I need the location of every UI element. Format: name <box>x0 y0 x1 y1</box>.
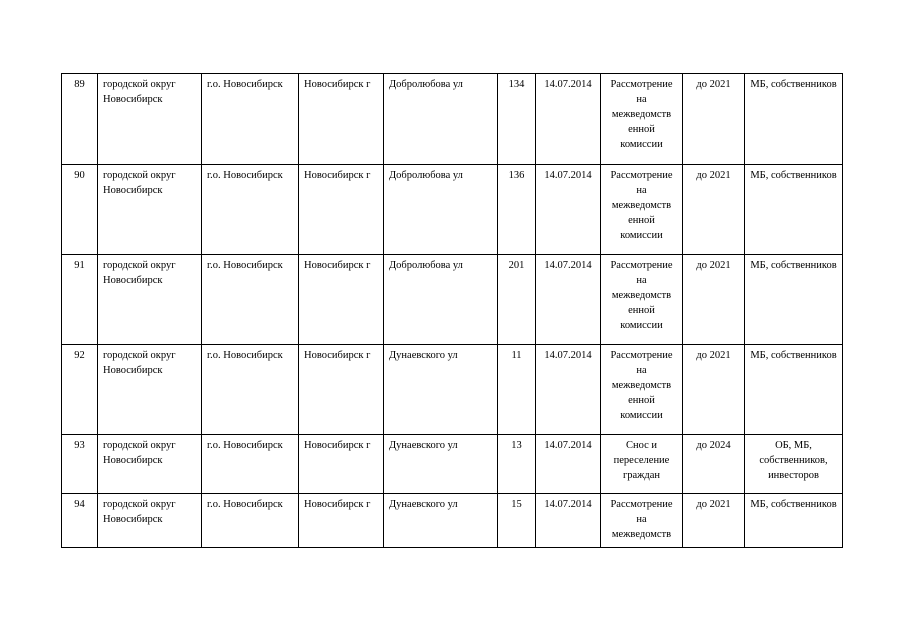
district-cell: городской округ Новосибирск <box>98 74 202 165</box>
street-cell: Дунаевского ул <box>384 494 498 548</box>
term-cell: до 2021 <box>683 165 745 255</box>
date-cell: 14.07.2014 <box>536 435 601 494</box>
table-row <box>62 345 843 435</box>
street-cell: Добролюбова ул <box>384 165 498 255</box>
term-cell: до 2021 <box>683 255 745 345</box>
date-cell: 14.07.2014 <box>536 165 601 255</box>
street-cell: Дунаевского ул <box>384 435 498 494</box>
funding-source-cell: МБ, собственников <box>745 494 843 548</box>
house-number-cell: 13 <box>498 435 536 494</box>
term-cell: до 2021 <box>683 74 745 165</box>
row-number-cell: 92 <box>62 345 98 435</box>
locality-cell: Новосибирск г <box>299 255 384 345</box>
municipality-cell: г.о. Новосибирск <box>202 74 299 165</box>
row-number-cell: 93 <box>62 435 98 494</box>
term-cell: до 2024 <box>683 435 745 494</box>
funding-source-cell: МБ, собственников <box>745 345 843 435</box>
table-row <box>62 165 843 255</box>
funding-source-cell: МБ, собственников <box>745 74 843 165</box>
house-number-cell: 134 <box>498 74 536 165</box>
row-number-cell: 89 <box>62 74 98 165</box>
district-cell: городской округ Новосибирск <box>98 435 202 494</box>
municipality-cell: г.о. Новосибирск <box>202 494 299 548</box>
table-row <box>62 74 843 165</box>
date-cell: 14.07.2014 <box>536 345 601 435</box>
municipality-cell: г.о. Новосибирск <box>202 345 299 435</box>
house-number-cell: 11 <box>498 345 536 435</box>
district-cell: городской округ Новосибирск <box>98 255 202 345</box>
status-cell: Рассмотрение на межведомств енной комиссии <box>601 255 683 345</box>
status-cell: Рассмотрение на межведомств енной комиссии <box>601 74 683 165</box>
status-cell: Рассмотрение на межведомств енной комиссии <box>601 345 683 435</box>
status-cell: Рассмотрение на межведомств <box>601 494 683 548</box>
locality-cell: Новосибирск г <box>299 74 384 165</box>
locality-cell: Новосибирск г <box>299 494 384 548</box>
row-number-cell: 91 <box>62 255 98 345</box>
table-row <box>62 255 843 345</box>
municipality-cell: г.о. Новосибирск <box>202 435 299 494</box>
house-number-cell: 15 <box>498 494 536 548</box>
date-cell: 14.07.2014 <box>536 74 601 165</box>
table-row <box>62 435 843 494</box>
district-cell: городской округ Новосибирск <box>98 345 202 435</box>
row-number-cell: 90 <box>62 165 98 255</box>
funding-source-cell: ОБ, МБ, собственников, инвесторов <box>745 435 843 494</box>
municipality-cell: г.о. Новосибирск <box>202 165 299 255</box>
table-row <box>62 494 843 548</box>
locality-cell: Новосибирск г <box>299 165 384 255</box>
locality-cell: Новосибирск г <box>299 435 384 494</box>
street-cell: Добролюбова ул <box>384 74 498 165</box>
funding-source-cell: МБ, собственников <box>745 165 843 255</box>
funding-source-cell: МБ, собственников <box>745 255 843 345</box>
district-cell: городской округ Новосибирск <box>98 165 202 255</box>
status-cell: Снос и переселение граждан <box>601 435 683 494</box>
street-cell: Добролюбова ул <box>384 255 498 345</box>
date-cell: 14.07.2014 <box>536 494 601 548</box>
status-cell: Рассмотрение на межведомств енной комиссии <box>601 165 683 255</box>
street-cell: Дунаевского ул <box>384 345 498 435</box>
term-cell: до 2021 <box>683 345 745 435</box>
district-cell: городской округ Новосибирск <box>98 494 202 548</box>
row-number-cell: 94 <box>62 494 98 548</box>
house-number-cell: 136 <box>498 165 536 255</box>
date-cell: 14.07.2014 <box>536 255 601 345</box>
term-cell: до 2021 <box>683 494 745 548</box>
locality-cell: Новосибирск г <box>299 345 384 435</box>
house-number-cell: 201 <box>498 255 536 345</box>
municipality-cell: г.о. Новосибирск <box>202 255 299 345</box>
housing-registry-table <box>61 73 843 548</box>
